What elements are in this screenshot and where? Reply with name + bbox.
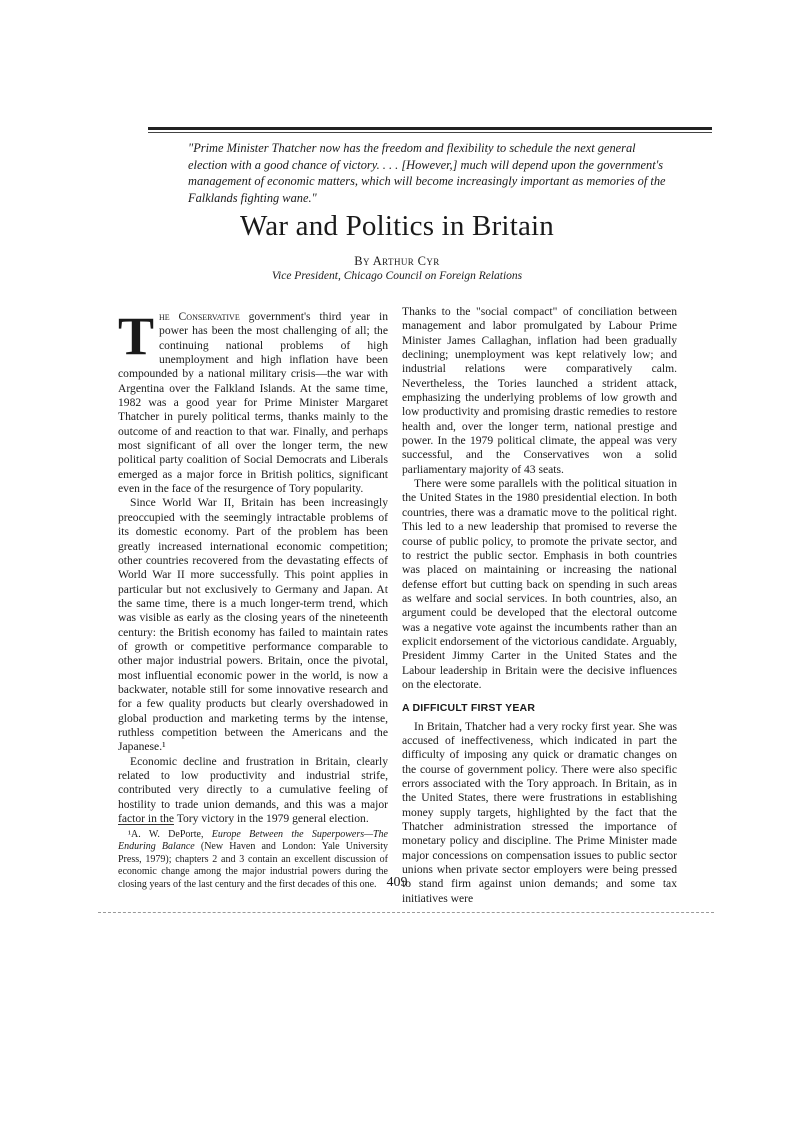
left-paragraph-2: Since World War II, Britain has been increasingly preoccupied with the seemingly intractable problems of its domestic economy. Part of the problem has been greatly increased international economic competition; other countries recovered from the devastating effects of World War II more successfully. This point applies in particular but not exclusively to Germany and Japan. At the same time, there is a much longer-term trend, which was visible as early as the closing years of the nineteenth century: the British economy has failed to maintain rates of growth or competitive performance comparable to other major industrial powers. Britain, once the pivotal, most influential economic power in the world, is now a backwater, notable still for some innovative research and for a few quality products but clearly overshadowed in global production and marketing terms by the intense, ruthless competition between the Americans and the Japanese.¹ bbox=[118, 496, 388, 754]
footnote-book-title: Europe Between the Superpowers—The Enduring Balance bbox=[118, 829, 388, 853]
bottom-rule bbox=[98, 912, 714, 913]
top-rule bbox=[148, 127, 712, 130]
top-rule-thin bbox=[148, 132, 712, 133]
left-paragraph-3: Economic decline and frustration in Britain, clearly related to low productivity and industrial strife, contributed very directly to a cumulative feeling of hostility to trade union demands, and this was a major factor in the Tory victory in the 1979 general election. bbox=[118, 754, 388, 826]
footnote-author: A. W. DePorte, bbox=[131, 829, 212, 840]
drop-cap: T bbox=[118, 306, 155, 366]
section-heading: A DIFFICULT FIRST YEAR bbox=[402, 702, 536, 715]
page-number: 409 bbox=[386, 875, 408, 890]
author-affiliation: Vice President, Chicago Council on Foreign Relations bbox=[271, 270, 523, 282]
left-paragraph-1-text: government's third year in power has been the most challenging of all; the continuing national problems of high unemployment and high inflation have been compounded by a national military crisis—the war with Argentina over the Falkland Islands. At the same time, 1982 was a good year for Prime Minister Margaret Thatcher in purely political terms, thanks mainly to the outcome of and reaction to that war. Finally, and perhaps most significant of all over the longer term, the new political party coalition of Social Democrats and Liberals emerged as a major force in British politics, significant even in the face of the resurgence of Tory popularity. bbox=[118, 310, 389, 496]
footnote-mark: ¹ bbox=[128, 829, 131, 840]
right-paragraph-3: In Britain, Thatcher had a very rocky first year. She was accused of ineffectiveness, which indicated in part the difficulty of imposing any quick or dramatic changes on the course of government policy. There were also specific errors associated with the Tory approach. In Britain, as in the United States, there were frustrations in establishing money supply targets, highlighted by the fact that the Thatcher administration stressed the importance of monetary policy and discipline. The Prime Minister made major concessions on compensation issues to public sector unions when private sector employers were being pressed to stand firm against union demands; and some tax initiatives were bbox=[402, 719, 677, 905]
right-column bbox=[402, 305, 677, 906]
article-title: War and Politics in Britain bbox=[240, 210, 554, 242]
lead-in: he Conservative bbox=[159, 310, 240, 323]
left-column bbox=[118, 306, 389, 826]
right-paragraph-1: Thanks to the "social compact" of conciliation between management and labor promulgated by Labour Prime Minister James Callaghan, inflation had been gradually declining; unemployment was kept relatively low; and industrial relations were comparatively calm. Nevertheless, the Tories launched a strident attack, emphasizing the underlying problems of low growth and low productivity and promising drastic remedies to restore health and, over the longer term, national prestige and power. In the 1979 political climate, the appeal was very successful, and the Conservatives won a solid parliamentary majority of 43 seats. bbox=[402, 305, 677, 476]
footnote-text: (New Haven and London: Yale University Press, 1979); chapters 2 and 3 contain an excellent discussion of economic change among the major industrial powers during the closing years of the last century and the first decades of this one. bbox=[118, 841, 388, 890]
left-paragraph-1 bbox=[118, 306, 389, 496]
right-paragraph-2: There were some parallels with the political situation in the United States in the 1980 presidential election. In both countries, there was a dramatic move to the political right. This led to a new leadership that promised to reverse the course of public policy, to promote the private sector, and to restrict the public sector. Emphasis in both countries was placed on maintaining or increasing the national defense effort but cutting back on spending in such areas as welfare and social services. In both countries, also, an argument could be developed that the electoral outcome was a negative vote against the incumbents rather than an explicit endorsement of the victorious candidate. Arguably, President Jimmy Carter in the United States and the Labour leadership in Britain were the decisive influences on the electorate. bbox=[402, 477, 677, 691]
epigraph: "Prime Minister Thatcher now has the freedom and flexibility to schedule the next general election with a good chance of victory. . . . [However,] much will depend upon the government's management of economic matters, which will become increasingly important as memories of the Falklands fighting wane." bbox=[188, 141, 666, 205]
byline: By Arthur Cyr bbox=[354, 254, 440, 268]
footnote-rule bbox=[118, 824, 174, 825]
